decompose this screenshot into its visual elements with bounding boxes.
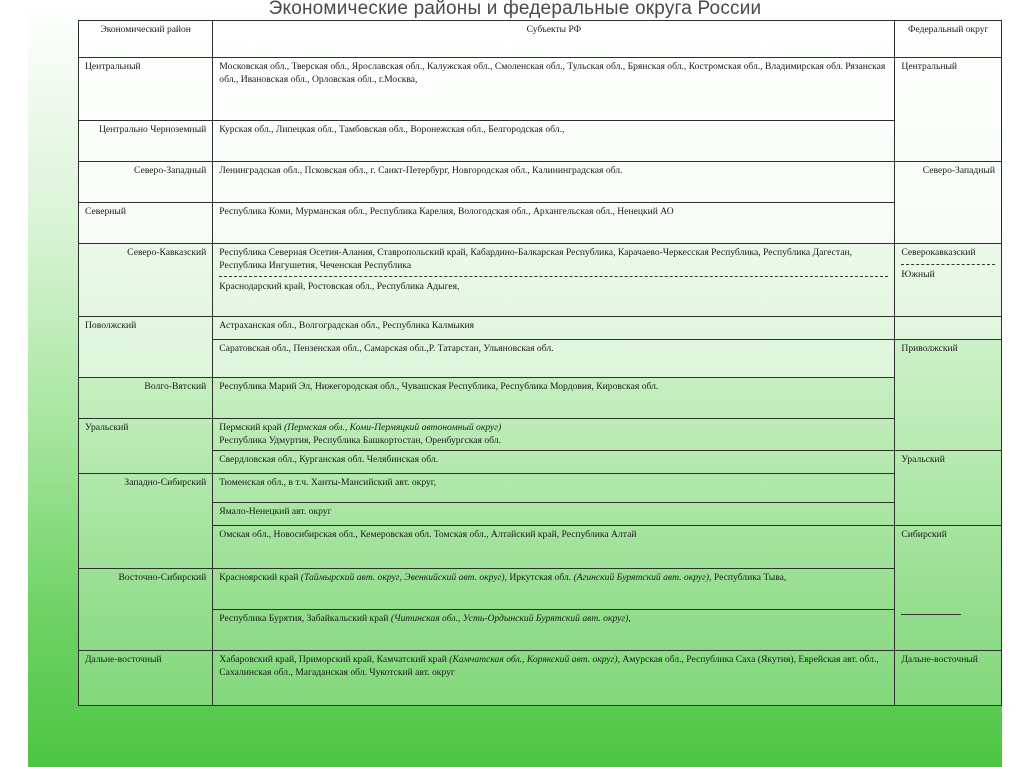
district-text: Сибирский <box>901 529 947 540</box>
subjects-cell: Свердловская обл., Курганская обл. Челябинская обл. <box>213 451 895 474</box>
underline-mark <box>901 614 961 615</box>
subjects-cell: Астраханская обл., Волгоградская обл., Республика Калмыкия <box>213 317 895 340</box>
subjects-text: Республика Тыва, <box>713 572 787 583</box>
table-row <box>79 651 1002 706</box>
table-row <box>79 58 1002 121</box>
table-header-row <box>79 21 1002 58</box>
subjects-note: (Камчатская обл., Корякский авт. округ), <box>449 654 620 665</box>
table-row <box>79 610 1002 651</box>
region-cell: Центрально Черноземный <box>79 121 213 162</box>
table-row <box>79 569 1002 610</box>
table-row <box>79 474 1002 503</box>
dashed-divider <box>219 276 888 277</box>
subjects-note: (Таймырский авт. округ, Эвенкийский авт. округ), <box>300 572 507 583</box>
region-cell: Поволжский <box>79 317 213 378</box>
table-row <box>79 419 1002 451</box>
subjects-cell: Республика Марий Эл, Нижегородская обл., Чувашская Республика, Республика Мордовия, Кировская обл. <box>213 378 895 419</box>
header-region: Экономический район <box>79 21 213 58</box>
district-cell: Северо-Западный <box>895 162 1002 244</box>
regions-table <box>78 20 1002 706</box>
region-cell: Центральный <box>79 58 213 121</box>
subjects-cell: Московская обл., Тверская обл., Ярославская обл., Калужская обл., Смоленская обл., Тульская обл., Брянская обл., Костромская обл., Владимирская обл. Рязанская обл., Ивановская обл., Орловская обл., г.Москва, <box>213 58 895 121</box>
district-cell <box>895 317 1002 340</box>
district-text: Северокавказский <box>901 247 976 258</box>
subjects-cell: Ямало-Ненецкий авт. округ <box>213 503 895 526</box>
subjects-cell: Курская обл., Липецкая обл., Тамбовская обл., Воронежская обл., Белгородская обл., <box>213 121 895 162</box>
subjects-text: Республика Удмуртия, Республика Башкортостан, Оренбургская обл. <box>219 434 501 446</box>
region-cell: Западно-Сибирский <box>79 474 213 569</box>
table-row <box>79 162 1002 203</box>
subjects-cell <box>213 419 895 451</box>
district-cell <box>895 244 1002 317</box>
subjects-text: Краснодарский край, Ростовская обл., Республика Адыгея, <box>219 281 460 292</box>
subjects-cell <box>213 569 895 610</box>
subjects-cell <box>213 610 895 651</box>
subjects-cell: Саратовская обл., Пензенская обл., Самарская обл.,Р. Татарстан, Ульяновская обл. <box>213 340 895 378</box>
header-district: Федеральный округ <box>895 21 1002 58</box>
district-cell: Центральный <box>895 58 1002 162</box>
table-row <box>79 451 1002 474</box>
table-row <box>79 203 1002 244</box>
dashed-divider <box>901 264 995 265</box>
subjects-text: Республика Северная Осетия-Алания, Ставропольский край, Кабардино-Балкарская Республика, Карачаево-Черкесская Республика, Республика Дагестан, Республика Ингушетия, Чеченская Республика <box>219 247 853 271</box>
subjects-note: (Читинская обл., Усть-Ордынский Бурятский авт. округ), <box>390 613 631 624</box>
table-row <box>79 503 1002 526</box>
district-text: Южный <box>901 268 935 280</box>
subjects-text: Амурская обл., Республика Саха (Якутия), Еврейская авт. обл., Сахалинская обл., Магаданская обл. Чукотский авт. округ <box>219 654 879 678</box>
subjects-cell: Республика Коми, Мурманская обл., Республика Карелия, Вологодская обл., Архангельская обл., Ненецкий АО <box>213 203 895 244</box>
table-row <box>79 340 1002 378</box>
region-cell: Волго-Вятский <box>79 378 213 419</box>
subjects-text: Иркутская обл. <box>509 572 572 583</box>
region-cell: Северо-Западный <box>79 162 213 203</box>
district-cell <box>895 526 1002 651</box>
region-cell: Северный <box>79 203 213 244</box>
region-cell: Северо-Кавказский <box>79 244 213 317</box>
subjects-text: Республика Бурятия, Забайкальский край <box>219 613 389 624</box>
page-title: Экономические районы и федеральные округа России <box>268 0 762 19</box>
region-cell: Восточно-Сибирский <box>79 569 213 651</box>
subjects-cell <box>213 651 895 706</box>
subjects-text: Пермский край <box>219 422 282 433</box>
subjects-cell: Ленинградская обл., Псковская обл., г. Санкт-Петербург, Новгородская обл., Калининградская обл. <box>213 162 895 203</box>
table-row <box>79 526 1002 569</box>
subjects-text: Красноярский край <box>219 572 299 583</box>
header-subjects: Субъекты РФ <box>213 21 895 58</box>
subjects-cell: Омская обл., Новосибирская обл., Кемеровская обл. Томская обл., Алтайский край, Республика Алтай <box>213 526 895 569</box>
region-cell: Дальне-восточный <box>79 651 213 706</box>
subjects-note: (Агинский Бурятский авт. округ), <box>573 572 712 583</box>
region-cell: Уральский <box>79 419 213 474</box>
subjects-cell: Тюменская обл., в т.ч. Ханты-Мансийский авт. округ, <box>213 474 895 503</box>
table-row <box>79 121 1002 162</box>
slide <box>28 0 1002 767</box>
table-row <box>79 317 1002 340</box>
district-cell: Дальне-восточный <box>895 651 1002 706</box>
district-cell: Приволжский <box>895 340 1002 451</box>
subjects-text: Хабаровский край, Приморский край, Камчатский край <box>219 654 447 665</box>
subjects-cell <box>213 244 895 317</box>
subjects-note: (Пермская обл., Коми-Пермяцкий автономный округ) <box>284 422 502 433</box>
table-row <box>79 244 1002 317</box>
table-row <box>79 378 1002 419</box>
district-cell: Уральский <box>895 451 1002 526</box>
